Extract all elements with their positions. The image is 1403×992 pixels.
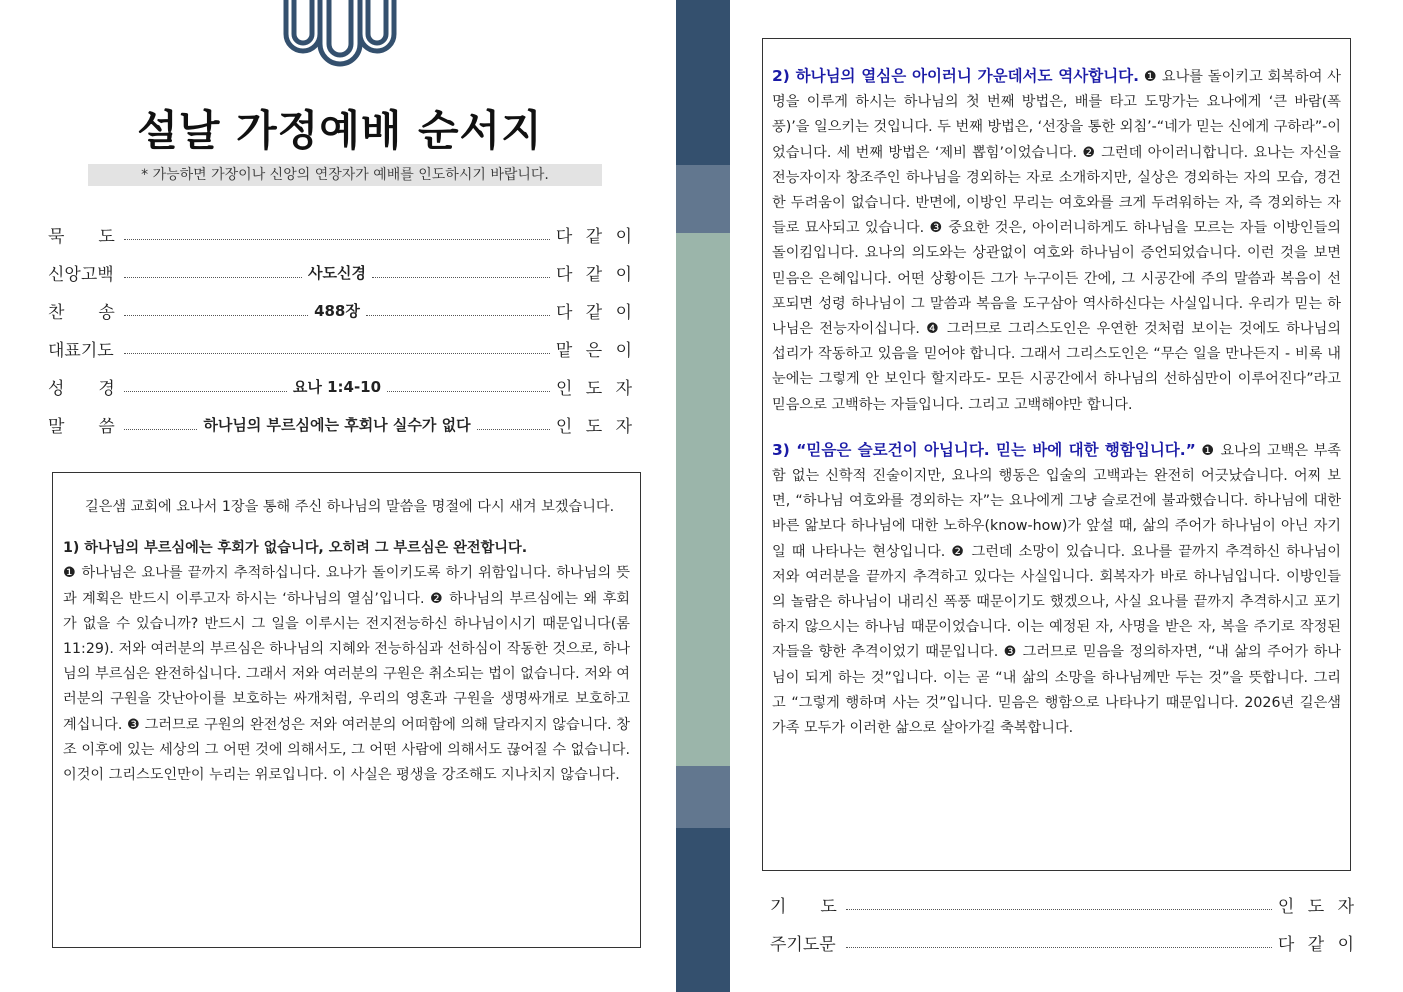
order-detail: 하나님의 부르심에는 후회나 실수가 없다 [203,415,471,434]
leader-dots [366,315,550,316]
leader-dots [846,909,1272,910]
order-label: 묵 도 [48,226,115,247]
order-label: 말 씀 [48,416,115,437]
leader-dots [846,947,1272,948]
order-label: 대표기도 [48,340,114,361]
center-spine [676,0,730,992]
closing-who: 다 같 이 [1277,934,1358,955]
leader-dots [124,429,197,430]
closing-label: 주기도문 [770,934,836,955]
closing-who: 인 도 자 [1277,896,1358,917]
order-leader: 맡 은 이 [555,340,636,361]
section-2-title: 2) 하나님의 열심은 아이러니 가운데서도 역사합니다. [772,67,1140,85]
section-3-title: 3) “믿음은 슬로건이 아닙니다. 믿는 바에 대한 행함입니다.” [772,440,1196,459]
sermon-intro: 길은샘 교회에 요나서 1장을 통해 주신 하나님의 말씀을 명절에 다시 새겨 보겠습니다. [85,499,615,515]
page-title: 설날 가정예배 순서지 [137,106,543,155]
order-row [48,374,636,398]
leader-dots [387,391,550,392]
closing-label: 기 도 [770,896,837,917]
order-detail: 요나 1:4-10 [292,377,382,396]
order-row [48,336,636,360]
section-1-body: ❶ 하나님은 요나를 끝까지 추적하십니다. 요나가 돌이키도록 하기 위함입니다. 하나님의 뜻과 계획은 반드시 이루고자 하시는 ‘하나님의 열심’입니다. ❷ 하나님의 부르심에는 왜 후회가 없을 수 있습니까? 반드시 그 일을 이루시는 전지전능하신 하나님이시기 때문입니다(롬 11:29). 저와 여러분의 부르심은 하나님의 지혜와 전능하심과 선하심이 작동한 것으로, 하나님의 부르심은 완전하십니다. 그래서 저와 여러분의 구원은 취소되는 법이 없습니다. 저와 여러분의 구원을 갓난아이를 보호하는 싸개처럼, 우리의 영혼과 구원을 생명싸개로 보호하고 계십니다. ❸ 그러므로 구원의 완전성은 저와 여러분의 어떠함에 의해 달라지지 않습니다. 창조 이후에 있는 세상의 그 어떤 것에 의해서도, 그 어떤 사람에 의해서도 끊어질 수 없습니다. 이것이 그리스도인만이 누리는 위로입니다. 이 사실은 평생을 강조해도 지나치지 않습니다. [63,565,630,784]
order-row [48,260,636,284]
order-row [48,412,636,436]
leader-dots [372,277,550,278]
order-row [48,222,636,246]
leader-note: * 가능하면 가장이나 신앙의 연장자가 예배를 인도하시기 바랍니다. [88,164,602,186]
closing-row-prayer [770,892,1358,916]
order-detail: 사도신경 [307,263,366,282]
order-label: 성 경 [48,378,115,399]
order-row [48,298,636,322]
order-detail: 488장 [314,301,360,320]
order-leader: 인 도 자 [555,378,637,399]
leader-dots [124,277,302,278]
leader-dots [124,239,550,240]
leader-dots [124,315,308,316]
order-leader: 다 같 이 [555,302,637,323]
leader-dots [124,391,287,392]
order-label: 찬 송 [48,302,115,323]
leader-dots [477,429,550,430]
section-3-body: ❶ 요나의 고백은 부족함 없는 신학적 진술이지만, 요나의 행동은 입술의 고백과는 완전히 어긋났습니다. 어찌 보면, “하나님 여호와를 경외하는 자”는 요나에게 그냥 슬로건에 불과했습니다. 하나님에 대한 바른 앎보다 하나님에 대한 노하우(know-how)가 앞설 때, 삶의 주어가 하나님이 아닌 자기일 때 나타나는 현상입니다. ❷ 그런데 소망이 있습니다. 요나를 끝까지 추격하신 하나님이 저와 여러분을 끝까지 추격하고 있다는 사실입니다. 회복자가 바로 하나님입니다. 이방인들의 놀람은 하나님이 내리신 폭풍 때문이기도 했겠으나, 사실 요나를 끝까지 추격하시고 포기하지 않으시는 하나님 때문이었습니다. 이는 예정된 자, 사명을 받은 자, 복을 주기로 작정된 자들을 향한 추격이었기 때문입니다. ❸ 그러므로 믿음을 정의하자면, “내 삶의 주어가 하나님이 되게 하는 것”입니다. 이는 곧 “내 삶의 소망을 하나님께만 두는 것”을 뜻합니다. 그리고 “그렇게 행하며 사는 것”입니다. 믿음은 행함으로 나타나기 때문입니다. 2026년 길은샘 가족 모두가 이러한 삶으로 살아가길 축복합니다. [772,442,1342,737]
sermon-box-left [52,472,641,948]
leader-dots [124,353,550,354]
church-logo [280,0,400,84]
section-2-body: ❶ 요나를 돌이키고 회복하여 사명을 이루게 하시는 하나님의 첫 번째 방법은, 배를 타고 도망가는 요나에게 ‘큰 바람(폭풍)’을 일으키는 것입니다. 두 번째 방법은, ‘선장을 통한 외침’-“네가 믿는 신에게 구하라”-이었습니다. 세 번째 방법은 ‘제비 뽑힘’이었습니다. ❷ 그런데 아이러니합니다. 요나는 자신을 전능자이자 창조주인 하나님을 경외하는 자로 소개하지만, 실상은 경외하는 자의 모습, 경건한 두려움이 없습니다. 반면에, 이방인 무리는 여호와를 크게 두려워하는 자, 즉 경외하는 자들로 묘사되고 있습니다. ❸ 중요한 것은, 아이러니하게도 하나님을 모르는 자들 이방인들의 돌이킴입니다. 요나의 의도와는 상관없이 여호와 하나님이 증언되었습니다. 이런 것을 보면 믿음은 은혜입니다. 어떤 상황이든 그가 누구이든 간에, 그 시공간에 주의 말씀과 복음이 선포되면 성령 하나님이 그 말씀과 복음을 도구삼아 역사하신다는 사실입니다. 우리가 믿는 하나님은 전능자이십니다. ❹ 그러므로 그리스도인은 우연한 것처럼 보이는 것에도 하나님의 섭리가 작동하고 있음을 믿어야 합니다. 그래서 그리스도인은 “무슨 일을 만나든지 - 비록 내 눈에는 그렇게 안 보인다 할지라도- 모든 시공간에서 하나님의 선하심만이 이루어진다”라고 믿음으로 고백하는 자들입니다. 그리고 고백해야만 합니다. [772,69,1341,413]
closing-row-lords-prayer [770,930,1358,954]
order-leader: 인 도 자 [555,416,636,437]
order-label: 신앙고백 [48,264,114,285]
order-leader: 다 같 이 [555,264,637,285]
sermon-box-right [762,38,1351,871]
order-leader: 다 같 이 [555,226,636,247]
section-1-title: 1) 하나님의 부르심에는 후회가 없습니다, 오히려 그 부르심은 완전합니다. [63,540,528,557]
